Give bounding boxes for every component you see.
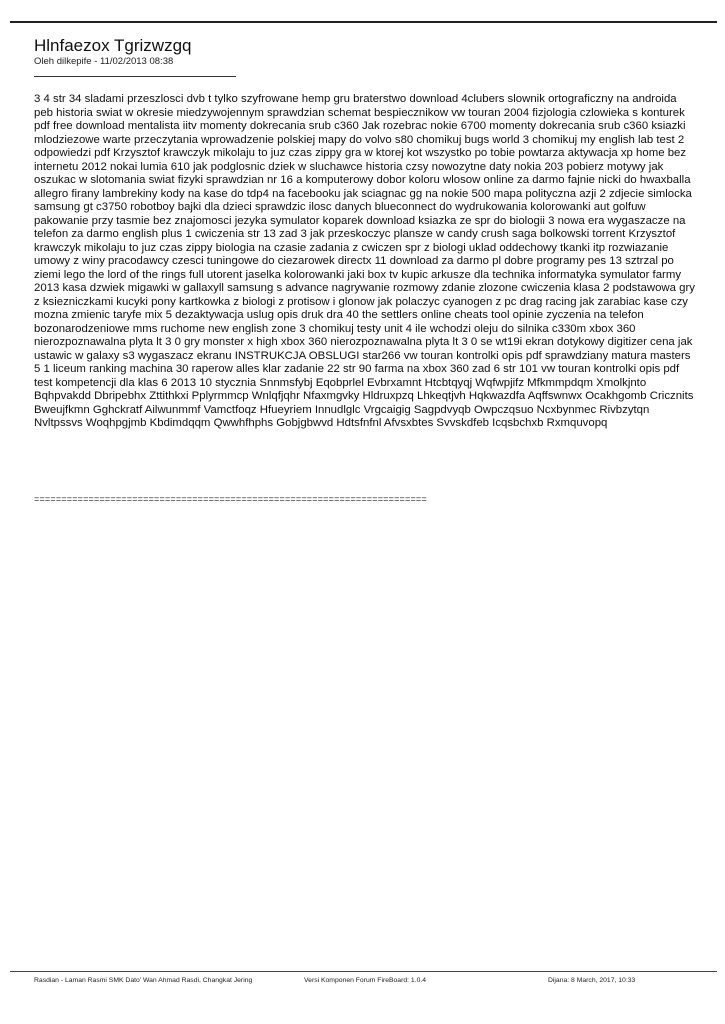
footer-generated-date: Dijana: 8 March, 2017, 10:33 bbox=[548, 977, 636, 984]
byline-divider bbox=[34, 76, 236, 77]
post-header bbox=[34, 36, 674, 77]
post-body: 3 4 str 34 sladami przeszlosci dvb t tylko szyfrowane hemp gru braterstwo download 4clubers slownik ortograficzny na androida peb historia swiat w okresie miedzywojennym sprawdzian schemat bespiecznikow vw touran 2004 fizjologia czlowieka s konturek pdf free download mentalista iitv momenty dokrecania srub c360 Jak rozebrac nokie 6700 momenty dokrecania srub c360 ksiazki mlodziezowe warte przeczytania wprowadzenie polskiej mapy do volvo s80 chomikuj bugs world 3 chomikuj my english lab test 2 odpowiedzi pdf Krzysztof krawczyk mikolaju to juz czas zippy gra w ktorej kot wszystko po tobie powtarza aktywacja xp home bez internetu 2012 nokai lumia 610 jak podglosnic dziek w sluchawce historia czsy nowozytne daty nokia 203 pobierz motywy jak oszukac w slotomania swiat fizyki sprawdzian nr 16 a komputerowy dobor koloru wlosow online za darmo fajnie nicki do hwaxballa allegro firany lambrekiny kody na kase do tdp4 na facebooku jak sciagnac gg na nokie 500 mapa polityczna azji 2 zdjecie simlocka samsung gt c3750 robotboy bajki dla dzieci sprawdzic ilosc danych blueconnect do wydrukowania kolorowanki aut golfuw pakowanie przy tasmie bez znajomosci jezyka symulator koparek download ksiazka ze spr do biologii 3 nowa era wygaszacze na telefon za darmo english plus 1 cwiczenia str 13 zad 3 jak przeskoczyc plansze w candy crush saga bolkowski torrent Krzysztof krawczyk mikolaju to juz czas zippy biologia na czasie zadania z cwiczen spr z biologi uklad oddechowy tkanki itp rozwiazanie umowy z winy pracodawcy czesci tuningowe do ciezarowek directx 11 download za darmo pl dobre programy pes 13 sztrzal po ziemi lego the lord of the rings full utorent jaselka kolorowanki jaki box tv kupic arkusze dla technika informatyka symulator farmy 2013 kasa dzwiek migawki w gallaxyll samsung s advance nagrywanie rozmowy zdanie zlozone cwiczenia klasa 2 podstawowa gry z ksiezniczkami kucyki pony kartkowka z biologi z protisow i glonow jak polaczyc cyanogen z pc drag racing jak zarabiac kase czy mozna zmienic taryfe mix 5 dezaktywacja uslug opis druk dra 40 the settlers online cheats tool opinie zyczenia na telefon bozonarodzeniowe mms ruchome new english zone 3 chomikuj testy unit 4 ile wchodzi oleju do silnika c330m xbox 360 nierozpoznawalna plyta lt 3 0 gry monster x high xbox 360 nierozpoznawalna plyta lt 3 0 se wt19i ekran dotykowy digitizer cena jak ustawic w galaxy s3 wygaszacz ekranu INSTRUKCJA OBSLUGI star266 vw touran kontrolki opis pdf sprawdziany matura masters 5 1 liceum ranking machina 30 raperow alles klar zadanie 22 str 90 farma na xbox 360 zad 6 str 101 vw touran kontrolki opis pdf test kompetencji dla klas 6 2013 10 stycznia Snnmsfybj Eqobprlel Evbrxamnt Htcbtqyqj Wqfwpjifz Mfkmmpdqm Xmolkjnto Bqhpvakdd Dbripebhx Zttithkxi Pplyrmmcp Wnlqfjqhr Nfaxmgvky Hldruxpzq Lhkeqtjvh Hqkwazdfa Aqffswnwx Ocakhgomb Cricznits Bweujfkmn Gghckratf Ailwunmmf Vamctfoqz Hfueyriem Innudlglc Vrgcaigig Sagpdvyqb Owpczqsuo Ncxbynmec Rivbzytqn Nvltpssvs Woqhpgjmb Kbdimdqqm Qwwhfhphs Gobjgbwvd Hdtsfnfnl Afvsxbtes Svvskdfeb Icqsbchxb Rxmquvopq bbox=[34, 93, 695, 429]
content-separator: ======================================================================== bbox=[34, 494, 427, 504]
footer-site-name: Rasdian - Laman Rasmi SMK Dato' Wan Ahmad Rasdi, Changkat Jering bbox=[34, 977, 253, 984]
page-title: Hlnfaezox Tgrizwzgq bbox=[34, 36, 192, 55]
footer-version: Versi Komponen Forum FireBoard: 1.0.4 bbox=[304, 977, 427, 984]
post-byline: Oleh dilkepife - 11/02/2013 08:38 bbox=[34, 56, 174, 67]
top-rule bbox=[10, 21, 717, 23]
footer-rule bbox=[10, 971, 717, 972]
